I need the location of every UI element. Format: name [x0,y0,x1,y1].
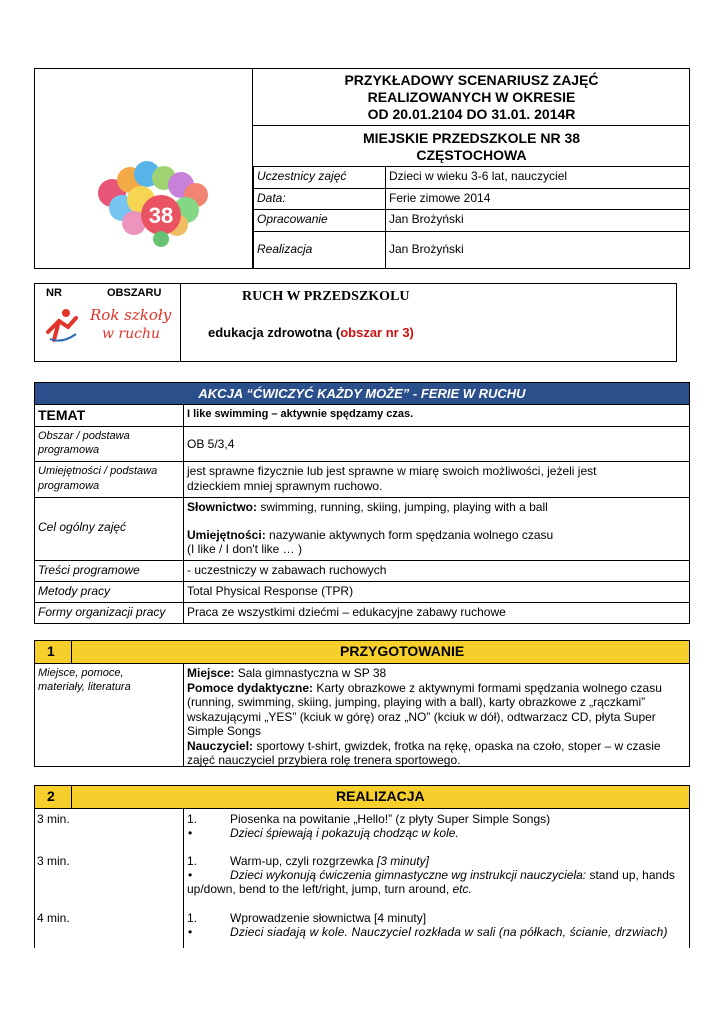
header-logo-cell [34,68,253,269]
umiej-label-1: Umiejętności / podstawa [38,465,158,477]
area-subtitle [208,325,414,340]
pomoce-value-2: (running, swimming, skiing, jumping, playing with a ball), karty obrazkowe z „rączkami” [187,695,646,709]
slownictwo-value: swimming, running, skiing, jumping, playing with a ball [257,500,548,514]
title-line-2: REALIZOWANYCH W OKRESIE [367,89,576,105]
date-value: Ferie zimowe 2014 [385,188,690,210]
pomoce-value-1: Karty obrazkowe z aktywnymi formami spędzania wolnego czasu [313,680,662,695]
item1-sub: Dzieci śpiewają i pokazują chodząc w kole. [230,826,459,840]
nauczyciel-label: Nauczyciel: [187,738,254,753]
section1-label [34,663,184,767]
slownictwo-label: Słownictwo: [187,500,257,514]
formy-value: Praca ze wszystkimi dziećmi – edukacyjne zabawy ruchowe [183,602,690,624]
school-line-1: MIEJSKIE PRZEDSZKOLE NR 38 [362,130,581,146]
section2-col-divider [183,808,184,948]
section1-content [183,663,690,767]
metody-value: Total Physical Response (TPR) [183,581,690,603]
miejsce-value: Sala gimnastyczna w SP 38 [234,666,387,680]
temat-label: TEMAT [34,404,184,427]
logo-line-1: Rok szkoły [90,306,172,324]
pomoce-value-3: wskazującymi „YES” (kciuk w górę) oraz „NO” (kciuk w dół), odtwarzacz CD, płyta Super [187,709,656,724]
item2-bullet: • [188,868,193,882]
obszar-value: OB 5/3,4 [183,426,690,462]
logo-line-2: w ruchu [102,326,161,342]
item2-sub-a: Dzieci wykonują ćwiczenia gimnastyczne wg instrukcji nauczyciela: [230,868,587,882]
realization-label: Realizacja [253,231,386,269]
school-line-2: CZĘSTOCHOWA [416,147,527,163]
scenario-title [253,72,690,123]
obszar-label-1: Obszar / podstawa [38,430,130,442]
divider [253,125,690,126]
item2-text-a: Warm-up, czyli rozgrzewka [230,854,377,868]
prepared-value: Jan Brożyński [385,209,690,232]
formy-label: Formy organizacji pracy [34,602,184,624]
cel-value [183,497,690,561]
item2-sub-d: etc. [452,882,472,896]
item2-sub-b: stand up, hands [586,868,675,882]
slownictwo-line [187,500,686,514]
item1-time: 3 min. [37,812,70,826]
obszar-label-2: programowa [38,444,100,456]
section1-number: 1 [47,643,55,659]
section1-label-1: Miejsce, pomoce, [38,667,124,679]
umiej-label-2: programowa [38,480,100,492]
item2-sub-c: up/down, bend to the left/right, jump, turn around, [187,882,453,896]
umiej-value-1: jest sprawne fizycznie lub jest sprawne w miarę swoich możliwości, jeżeli jest [187,464,597,478]
realization-value: Jan Brożyński [385,231,690,269]
item3-time: 4 min. [37,911,70,925]
item2-num: 1. [187,854,198,868]
umiej2-value-2: (I like / I don't like … ) [187,542,302,556]
rok-szkoly-logo [40,302,175,356]
title-line-1: PRZYKŁADOWY SCENARIUSZ ZAJĘĆ [344,72,599,88]
item3-sub: Dzieci siadają w kole. Nauczyciel rozkłada w sali (na półkach, ścianie, drzwiach) [230,925,668,939]
tresci-label: Treści programowe [34,560,184,582]
section2-title: REALIZACJA [336,788,425,804]
tresci-value: - uczestniczy w zabawach ruchowych [183,560,690,582]
umiej2-line [187,528,686,542]
umiej-label [34,461,184,498]
umiej2-value: nazywanie aktywnych form spędzania wolnego czasu [265,528,554,542]
item2-sub-line1 [230,868,687,882]
nauczyciel-value-2: zajęć nauczyciel przybiera rolę trenera sportowego. [187,753,461,767]
item3-text: Wprowadzenie słownictwa [4 minuty] [230,911,427,925]
nr-label: NR [46,287,62,299]
item2-text-b: [3 minuty] [376,854,429,868]
nauczyciel-value-1: sportowy t-shirt, gwizdek, frotka na rękę, opaska na czoło, stoper – w czasie [253,738,661,753]
obszaru-label: OBSZARU [107,287,162,299]
umiej2-label: Umiejętności: [187,528,266,542]
participants-label: Uczestnicy zajęć [253,166,386,189]
school-name [253,130,690,164]
balloons-logo [34,68,253,269]
prepared-label: Opracowanie [253,209,386,232]
area-subtitle-prefix: edukacja zdrowotna ( [208,325,341,340]
item3-num: 1. [187,911,198,925]
miejsce-label: Miejsce: [187,666,235,680]
item1-num: 1. [187,812,198,826]
item1-bullet: • [188,826,193,840]
item3-bullet: • [188,925,193,939]
section1-label-2: materiały, literatura [38,681,131,693]
umiej-value [183,461,690,498]
area-title: RUCH W PRZEDSZKOLU [242,289,410,304]
area-subtitle-red: obszar nr 3) [340,325,414,340]
item2-time: 3 min. [37,854,70,868]
item2-text [230,854,429,868]
obszar-label [34,426,184,462]
date-label: Data: [253,188,386,210]
pomoce-value-4: Simple Songs [187,724,262,738]
cel-label: Cel ogólny zajęć [34,497,184,561]
logo-number: 38 [148,203,174,228]
title-line-3: OD 20.01.2104 DO 31.01. 2014R [367,106,576,122]
umiej-value-2: dzieckiem mniej sprawnym ruchowo. [187,479,383,493]
section2-number: 2 [47,788,55,804]
pomoce-label: Pomoce dydaktyczne: [187,680,314,695]
item2-sub-line2 [187,882,472,896]
temat-value: I like swimming – aktywnie spędzamy czas. [183,404,690,427]
participants-value: Dzieci w wieku 3-6 lat, nauczyciel [385,166,690,189]
running-figure-icon [42,306,82,346]
item1-text: Piosenka na powitanie „Hello!” (z płyty Super Simple Songs) [230,812,551,826]
metody-label: Metody pracy [34,581,184,603]
action-banner: AKCJA “ĆWICZYĆ KAŻDY MOŻE” - FERIE W RUCHU [34,382,690,405]
section1-title: PRZYGOTOWANIE [340,643,465,659]
